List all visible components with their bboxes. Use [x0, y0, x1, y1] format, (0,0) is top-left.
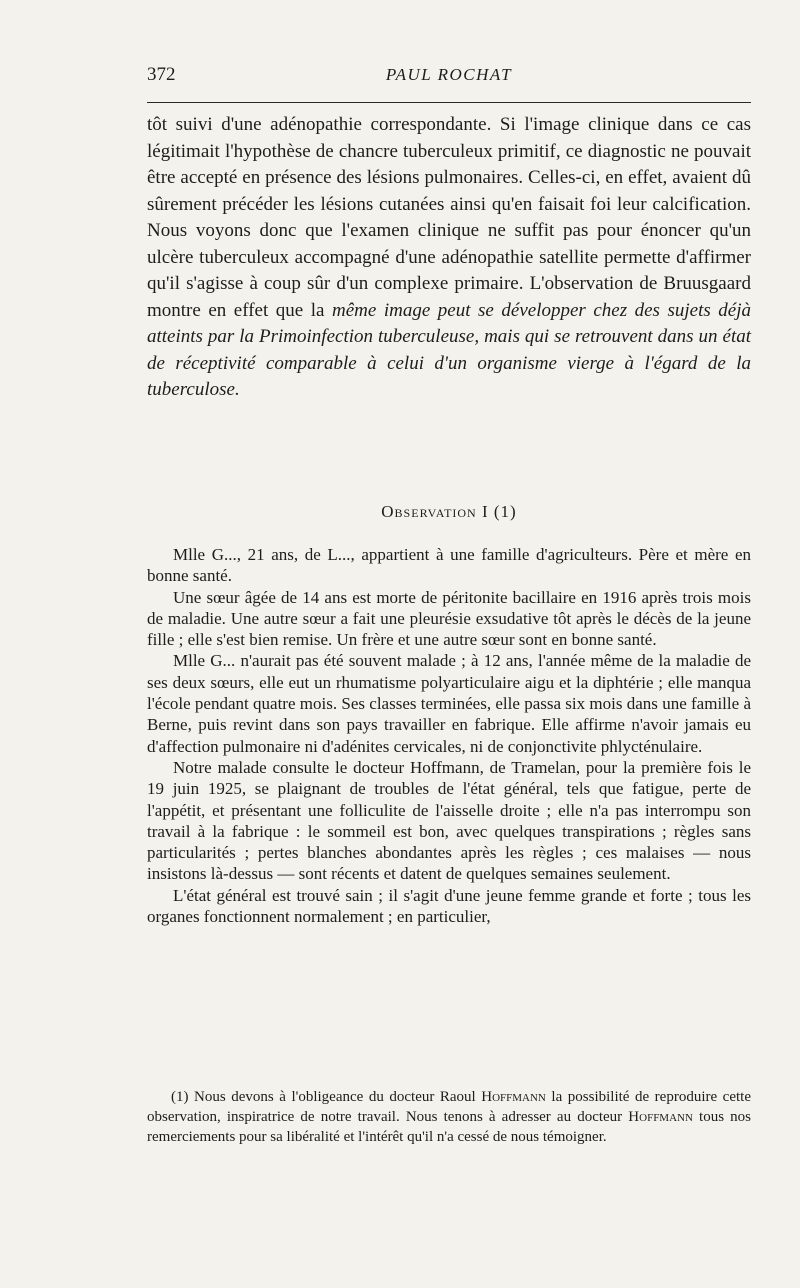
page-number: 372: [147, 64, 176, 85]
footnote-name-1: Hoffmann: [481, 1089, 546, 1105]
footnote-text-1: (1) Nous devons à l'obligeance du docteur Raoul: [171, 1089, 482, 1105]
observation-paragraph: L'état général est trouvé sain ; il s'agit d'une jeune femme grande et forte ; tous les organes fonctionnent normalement ; en particulier,: [147, 885, 751, 927]
observation-paragraph: Mlle G... n'aurait pas été souvent malade ; à 12 ans, l'année même de la maladie de ses deux sœurs, elle eut un rhumatisme polyarticulaire aigu et la diphtérie ; elle manqua l'école pendant quatre mois. Ses classes terminées, elle passa six mois dans une famille à Berne, puis revint dans son pays travailler en fabrique. Elle affirme n'avoir jamais eu d'affection pulmonaire ni d'adénites cervicales, ni de conjonctivite phlycténulaire.: [147, 651, 751, 756]
intro-paragraph: [147, 112, 751, 404]
observation-paragraph: Une sœur âgée de 14 ans est morte de péritonite bacillaire en 1916 après trois mois de maladie. Une autre sœur a fait une pleurésie exsudative tôt après le décès de la jeune fille ; elle s'est bien remise. Un frère et une autre sœur sont en bonne santé.: [147, 587, 751, 650]
observation-heading: Observation I (1): [381, 502, 517, 521]
page-header: [147, 64, 751, 90]
intro-italic-text: même image peut se développer chez des sujets déjà atteints par la Primoinfection tuberculeuse, mais qui se retrouvent dans un état de réceptivité comparable à celui d'un organisme vierge à l'égard de la tuberculose.: [147, 299, 751, 400]
footnote: [147, 1087, 751, 1147]
header-rule: [147, 102, 751, 103]
observation-paragraph: Notre malade consulte le docteur Hoffmann, de Tramelan, pour la première fois le 19 juin 1925, se plaignant de troubles de l'état général, tels que fatigue, perte de l'appétit, et présentant une folliculite de l'aisselle droite ; elle n'a pas interrompu son travail à la fabrique : le sommeil est bon, avec quelques transpirations ; règles sans particularités ; pertes blanches abondantes après les règles ; ces malaises — nous insistons là-dessus — sont récents et datent de quelques semaines seulement.: [147, 757, 751, 884]
intro-roman-text: tôt suivi d'une adénopathie correspondante. Si l'image clinique dans ce cas légitimait l'hypothèse de chancre tuberculeux primitif, ce diagnostic ne pouvait être accepté en présence des lésions pulmonaires. Celles-ci, en effet, avaient dû sûrement précéder les lésions cutanées ainsi qu'en faisait foi leur calcification. Nous voyons donc que l'examen clinique ne suffit pas pour énoncer qu'un ulcère tuberculeux accompagné d'une adénopathie satellite permette d'affirmer qu'il s'agisse à coup sûr d'un complexe primaire. L'observation de Bruusgaard montre en effet que la: [147, 114, 751, 321]
footnote-text-2: la possibilité de reproduire cette observation, inspiratrice de notre travail. Nous tenons à adresser au docteur: [147, 1089, 751, 1125]
footnote-text-3: tous nos remerciements pour sa libéralité et l'intérêt qu'il n'a cessé de nous témoigner.: [147, 1109, 751, 1145]
observation-body: [147, 544, 751, 927]
running-head: PAUL ROCHAT: [385, 65, 513, 84]
observation-paragraph: Mlle G..., 21 ans, de L..., appartient à une famille d'agriculteurs. Père et mère en bonne santé.: [147, 545, 751, 586]
footnote-name-2: Hoffmann: [628, 1109, 693, 1125]
